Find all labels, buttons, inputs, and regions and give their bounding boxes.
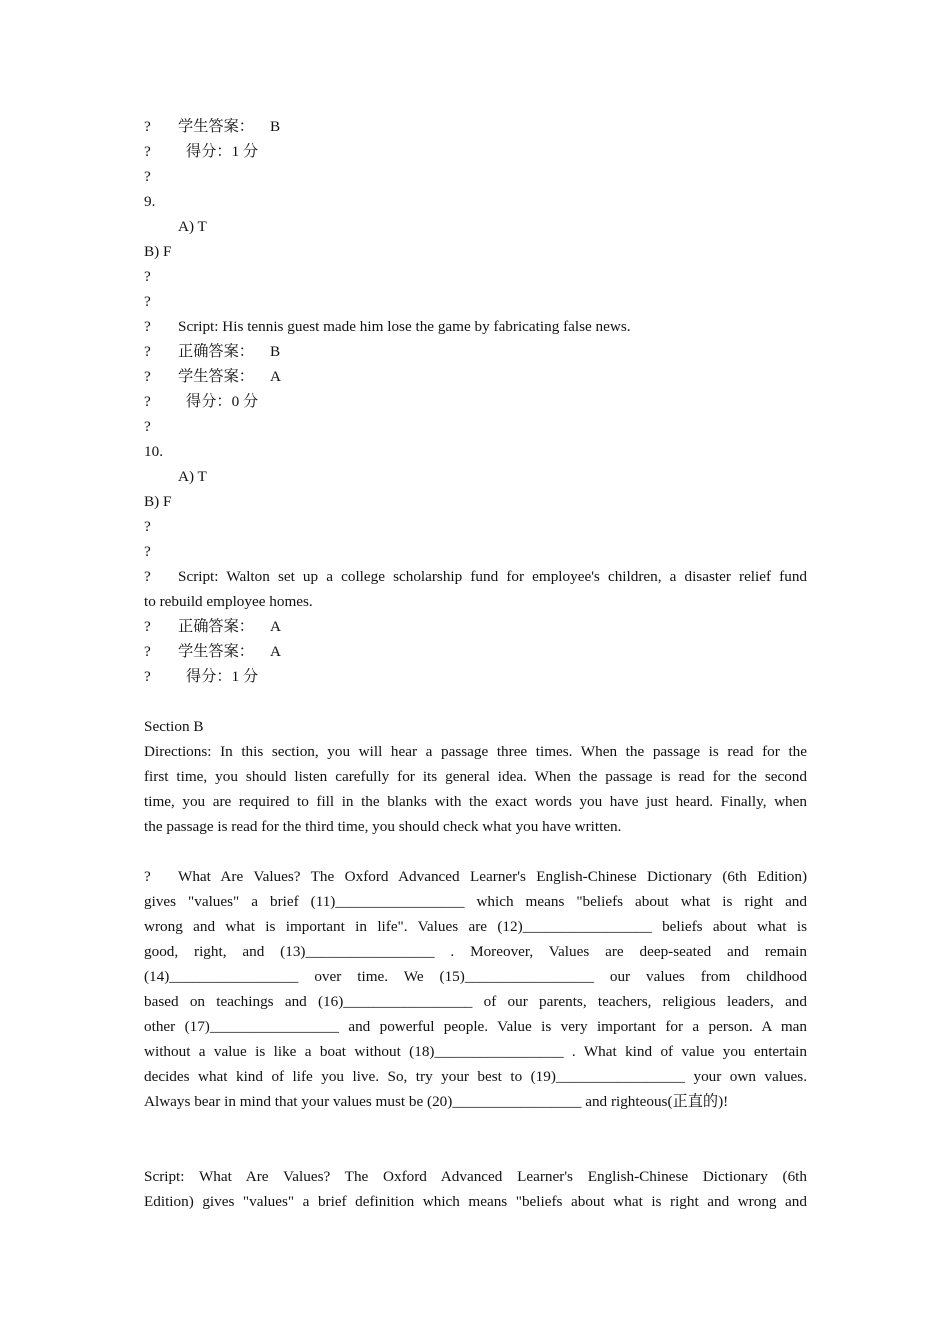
correct-answer-row <box>144 339 807 364</box>
bullet-mark: ? <box>144 368 151 385</box>
bullet-mark: ? <box>144 868 151 885</box>
student-answer-value: A <box>270 368 281 385</box>
script-row <box>144 314 807 339</box>
bullet-row <box>144 539 807 564</box>
option-a <box>144 464 807 489</box>
student-answer-value: B <box>270 118 281 135</box>
section-title: Section B <box>144 718 204 735</box>
passage-line <box>144 864 807 889</box>
script-line: Edition) gives "values" a brief definition which means "beliefs about what is right and wrong and <box>144 1193 807 1210</box>
bullet-mark: ? <box>144 143 151 160</box>
correct-answer-row <box>144 614 807 639</box>
bullet-row <box>144 414 807 439</box>
student-answer-label: 学生答案： <box>178 368 254 385</box>
directions-line: first time, you should listen carefully for its general idea. When the passage is read for the second <box>144 768 807 785</box>
score-value: 得分：0 分 <box>186 393 259 410</box>
bullet-mark: ? <box>144 418 151 435</box>
script-line: Script: What Are Values? The Oxford Advanced Learner's English-Chinese Dictionary (6th <box>144 1168 807 1185</box>
script-block <box>144 564 807 614</box>
passage-line: good, right, and (13)_________________ . Moreover, Values are deep-seated and remain <box>144 943 807 960</box>
score-row <box>144 139 807 164</box>
passage-line: gives "values" a brief (11)_________________ which means "beliefs about what is right and <box>144 893 807 910</box>
passage-line: (14)_________________ over time. We (15)_________________ our values from childhood <box>144 968 807 985</box>
bullet-mark: ? <box>144 293 151 310</box>
bullet-mark: ? <box>144 168 151 185</box>
bullet-mark: ? <box>144 318 151 335</box>
passage-paragraph <box>144 864 807 1114</box>
document-content <box>144 114 807 1214</box>
passage-line: wrong and what is important in life". Values are (12)_________________ beliefs about what is <box>144 918 807 935</box>
directions-line: time, you are required to fill in the blanks with the exact words you have just heard. Finally, when <box>144 793 807 810</box>
directions-paragraph <box>144 739 807 839</box>
student-answer-label: 学生答案： <box>178 643 254 660</box>
bullet-mark: ? <box>144 393 151 410</box>
bullet-mark: ? <box>144 343 151 360</box>
student-answer-row <box>144 639 807 664</box>
question-number: 10. <box>144 443 163 460</box>
directions-line: the passage is read for the third time, you should check what you have written. <box>144 818 622 835</box>
bullet-mark: ? <box>144 668 151 685</box>
bullet-mark: ? <box>144 568 151 585</box>
script-paragraph <box>144 1164 807 1214</box>
student-answer-row <box>144 114 807 139</box>
score-row <box>144 389 807 414</box>
passage-line: Always bear in mind that your values must be (20)_________________ and righteous(正直的)! <box>144 1093 729 1110</box>
bullet-mark: ? <box>144 118 151 135</box>
bullet-row <box>144 264 807 289</box>
student-answer-label: 学生答案： <box>178 118 254 135</box>
question-number: 9. <box>144 193 156 210</box>
script-text: Script: Walton set up a college scholarship fund for employee's children, a disaster relief fund <box>178 568 807 585</box>
script-line: to rebuild employee homes. <box>144 593 313 610</box>
bullet-row <box>144 514 807 539</box>
score-value: 得分：1 分 <box>186 668 259 685</box>
score-value: 得分：1 分 <box>186 143 259 160</box>
script-text: Script: His tennis guest made him lose the game by fabricating false news. <box>178 318 631 335</box>
bullet-mark: ? <box>144 543 151 560</box>
option-b: B) F <box>144 493 172 510</box>
bullet-mark: ? <box>144 643 151 660</box>
correct-answer-label: 正确答案： <box>178 343 254 360</box>
passage-line: based on teachings and (16)_________________ of our parents, teachers, religious leaders, and <box>144 993 807 1010</box>
correct-answer-value: B <box>270 343 281 360</box>
option-a <box>144 214 807 239</box>
student-answer-value: A <box>270 643 281 660</box>
directions-line: Directions: In this section, you will hear a passage three times. When the passage is read for the <box>144 743 807 760</box>
passage-line: other (17)_________________ and powerful people. Value is very important for a person. A man <box>144 1018 807 1035</box>
correct-answer-label: 正确答案： <box>178 618 254 635</box>
bullet-mark: ? <box>144 618 151 635</box>
script-line <box>144 564 807 589</box>
passage-line: decides what kind of life you live. So, try your best to (19)_________________ your own values. <box>144 1068 807 1085</box>
student-answer-row <box>144 364 807 389</box>
bullet-row <box>144 289 807 314</box>
bullet-mark: ? <box>144 518 151 535</box>
bullet-mark: ? <box>144 268 151 285</box>
correct-answer-value: A <box>270 618 281 635</box>
score-row <box>144 664 807 689</box>
passage-line: without a value is like a boat without (18)_________________ . What kind of value you entertain <box>144 1043 807 1060</box>
option-b: B) F <box>144 243 172 260</box>
option-a-text: A) T <box>178 468 207 485</box>
option-a-text: A) T <box>178 218 207 235</box>
bullet-row <box>144 164 807 189</box>
passage-text: What Are Values? The Oxford Advanced Learner's English-Chinese Dictionary (6th Edition) <box>178 868 807 885</box>
